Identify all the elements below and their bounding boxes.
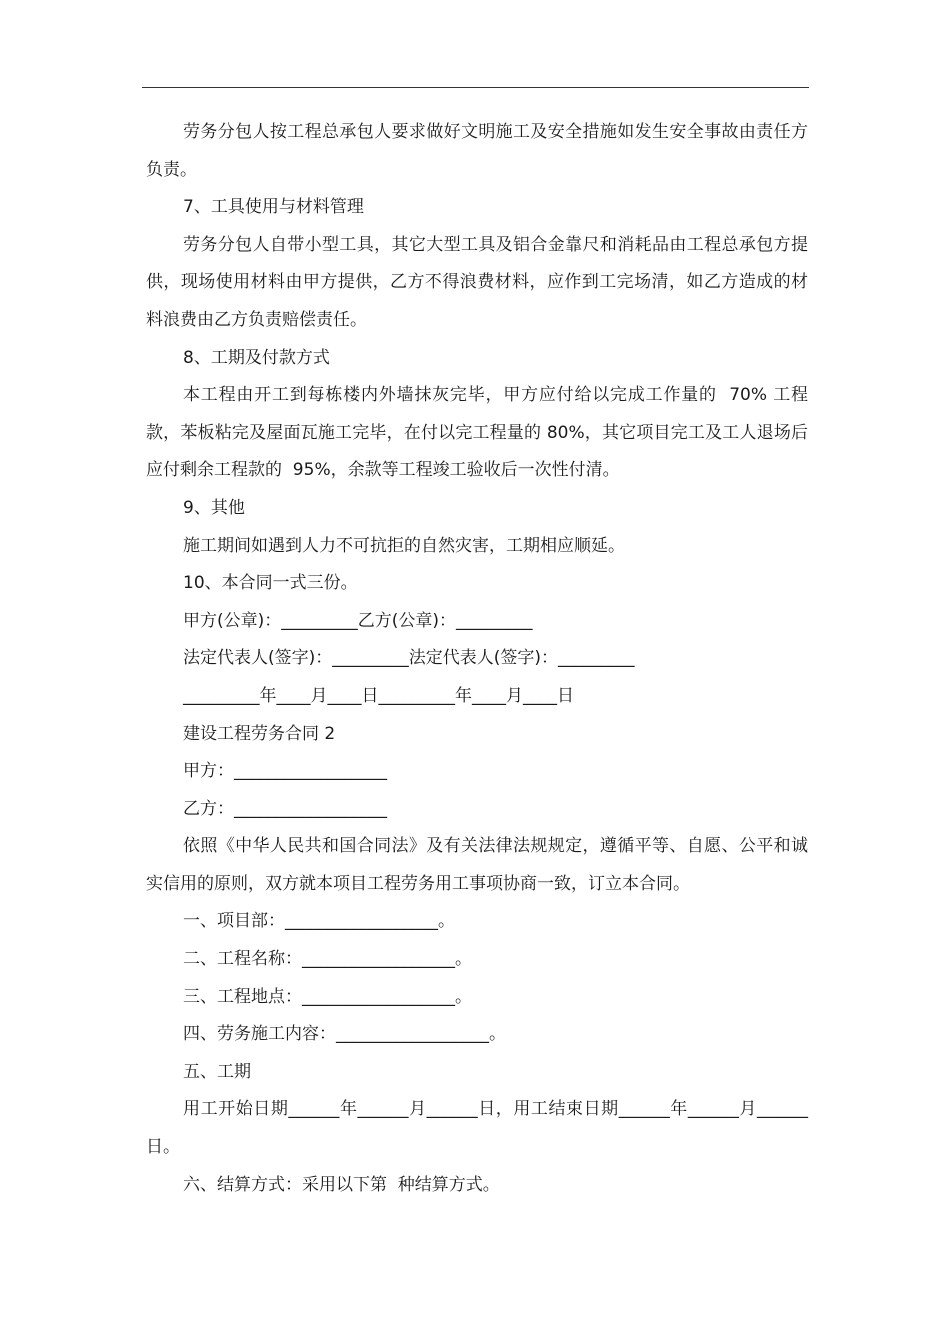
- item-project-dept: 一、项目部：__________________。: [183, 911, 455, 932]
- signature-date-line: _________年____月____日_________年____月____日: [183, 685, 574, 706]
- contract-2-title: 建设工程劳务合同 2: [183, 723, 336, 744]
- paragraph-copies: 10、本合同一式三份。: [183, 573, 358, 594]
- item-labor-content: 四、劳务施工内容：__________________。: [183, 1024, 506, 1045]
- heading-tools-materials: 7、工具使用与材料管理: [183, 197, 364, 218]
- heading-period: 五、工期: [183, 1061, 251, 1082]
- paragraph-period-dates: 用工开始日期______年______月______日，用工结束日期______年______月______日。: [146, 1099, 808, 1158]
- paragraph-schedule-payment: 本工程由开工到每栋楼内外墙抹灰完毕，甲方应付给以完成工作量的 70% 工程款，苯板粘完及屋面瓦施工完毕，在付以完工程量的 80%，其它项目完工及工人退场后应付剩余工程款的 95%，余款等工程竣工验收后一次性付清。: [146, 385, 808, 481]
- item-project-location: 三、工程地点：__________________。: [183, 986, 472, 1007]
- paragraph-force-majeure: 施工期间如遇到人力不可抗拒的自然灾害，工期相应顺延。: [183, 535, 625, 556]
- signature-representative-line: 法定代表人(签字)：_________法定代表人(签字)：_________: [183, 648, 635, 669]
- heading-schedule-payment: 8、工期及付款方式: [183, 347, 330, 368]
- heading-other: 9、其他: [183, 497, 245, 518]
- paragraph-safety: 劳务分包人按工程总承包人要求做好文明施工及安全措施如发生安全事故由责任方负责。: [146, 122, 808, 180]
- document-body: [146, 114, 808, 1204]
- item-project-name: 二、工程名称：__________________。: [183, 949, 472, 970]
- paragraph-tools-materials: 劳务分包人自带小型工具，其它大型工具及铝合金靠尺和消耗品由工程总承包方提供，现场使用材料由甲方提供，乙方不得浪费材料，应作到工完场清，如乙方造成的材料浪费由乙方负责赔偿责任。: [146, 234, 808, 330]
- party-a-line: 甲方：__________________: [183, 761, 387, 782]
- paragraph-preamble: 依照《中华人民共和国合同法》及有关法律法规规定，遵循平等、自愿、公平和诚实信用的原则，双方就本项目工程劳务用工事项协商一致，订立本合同。: [146, 836, 808, 894]
- signature-seal-line: 甲方(公章)：_________乙方(公章)：_________: [183, 610, 533, 631]
- item-settlement-method: 六、结算方式：采用以下第 种结算方式。: [183, 1174, 500, 1195]
- header-rule: [142, 87, 809, 88]
- party-b-line: 乙方：__________________: [183, 798, 387, 819]
